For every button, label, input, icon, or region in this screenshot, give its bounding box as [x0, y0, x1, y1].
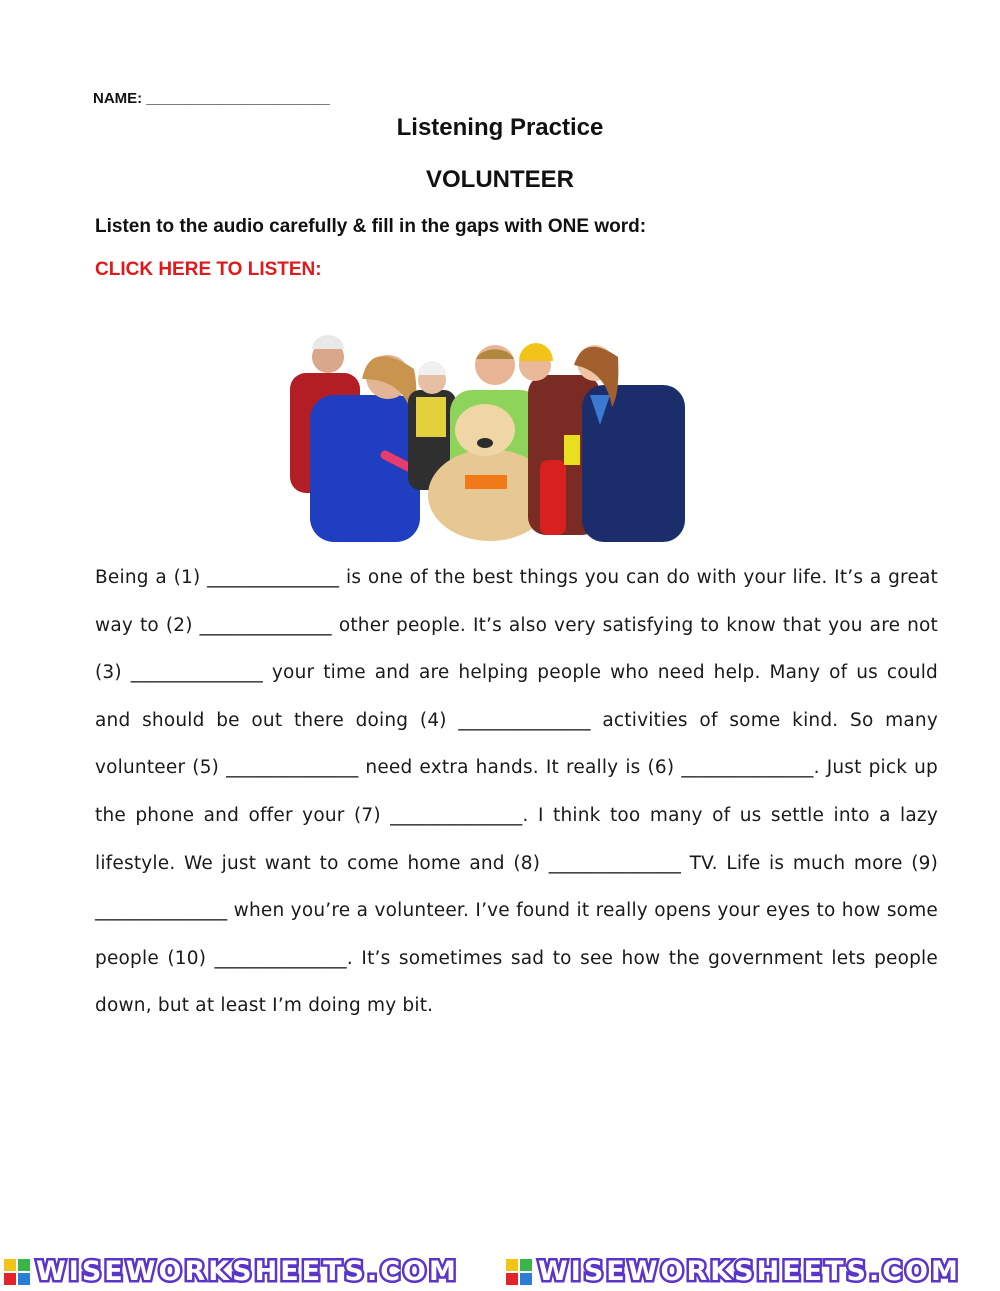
- passage-text: . I think too many of us settle into a lazy lifestyle. We just want to come home and (8): [95, 804, 938, 874]
- gap-3[interactable]: ______________: [130, 662, 264, 684]
- gap-fill-passage: [95, 554, 938, 1030]
- passage-text: your time and are helping people who need help. Many of us could and should be out there doing (4): [95, 662, 938, 731]
- passage-text: other people. It’s also very satisfying to know that you are not (3): [95, 614, 938, 684]
- page-title: Listening Practice: [396, 114, 604, 141]
- gap-5[interactable]: ______________: [226, 757, 359, 779]
- name-field: NAME: ______________________: [93, 90, 330, 107]
- gap-9[interactable]: ______________: [95, 900, 228, 922]
- gap-10[interactable]: ______________: [214, 947, 347, 969]
- instruction-text: Listen to the audio carefully & fill in the gaps with ONE word:: [95, 216, 647, 237]
- passage-text: need extra hands. It really is (6): [358, 757, 682, 779]
- gap-2[interactable]: ______________: [199, 614, 332, 636]
- passage-text: TV. Life is much more (9): [681, 852, 939, 874]
- gap-4[interactable]: ______________: [458, 709, 591, 731]
- footer-watermark: [0, 1253, 1000, 1291]
- brand-logo-icon: [4, 1259, 30, 1285]
- passage-text: Being a (1): [95, 567, 208, 588]
- listen-link[interactable]: CLICK HERE TO LISTEN:: [95, 259, 322, 280]
- worksheet-topic: VOLUNTEER: [425, 166, 574, 193]
- gap-6[interactable]: ______________: [681, 757, 814, 779]
- brand-logo-icon: [506, 1259, 532, 1285]
- gap-1[interactable]: ______________: [207, 567, 340, 588]
- passage-text: . It’s sometimes sad to see how the government lets people down, but at least I’m doing my bit.: [95, 947, 938, 1017]
- passage-text: activities of some kind. So many volunteer (5): [95, 709, 938, 779]
- passage-text: when you’re a volunteer. I’ve found it really opens your eyes to how some people (10): [95, 900, 938, 969]
- volunteers-photo: [290, 335, 685, 542]
- passage-text: . Just pick up the phone and offer your (7): [95, 757, 939, 826]
- passage-text: is one of the best things you can do with your life. It’s a great way to (2): [95, 567, 939, 636]
- gap-7[interactable]: ______________: [390, 804, 523, 826]
- brand-name: WISEWORKSHEETS.COM: [36, 1256, 459, 1287]
- gap-8[interactable]: ______________: [548, 852, 682, 874]
- brand-name: WISEWORKSHEETS.COM: [538, 1256, 961, 1287]
